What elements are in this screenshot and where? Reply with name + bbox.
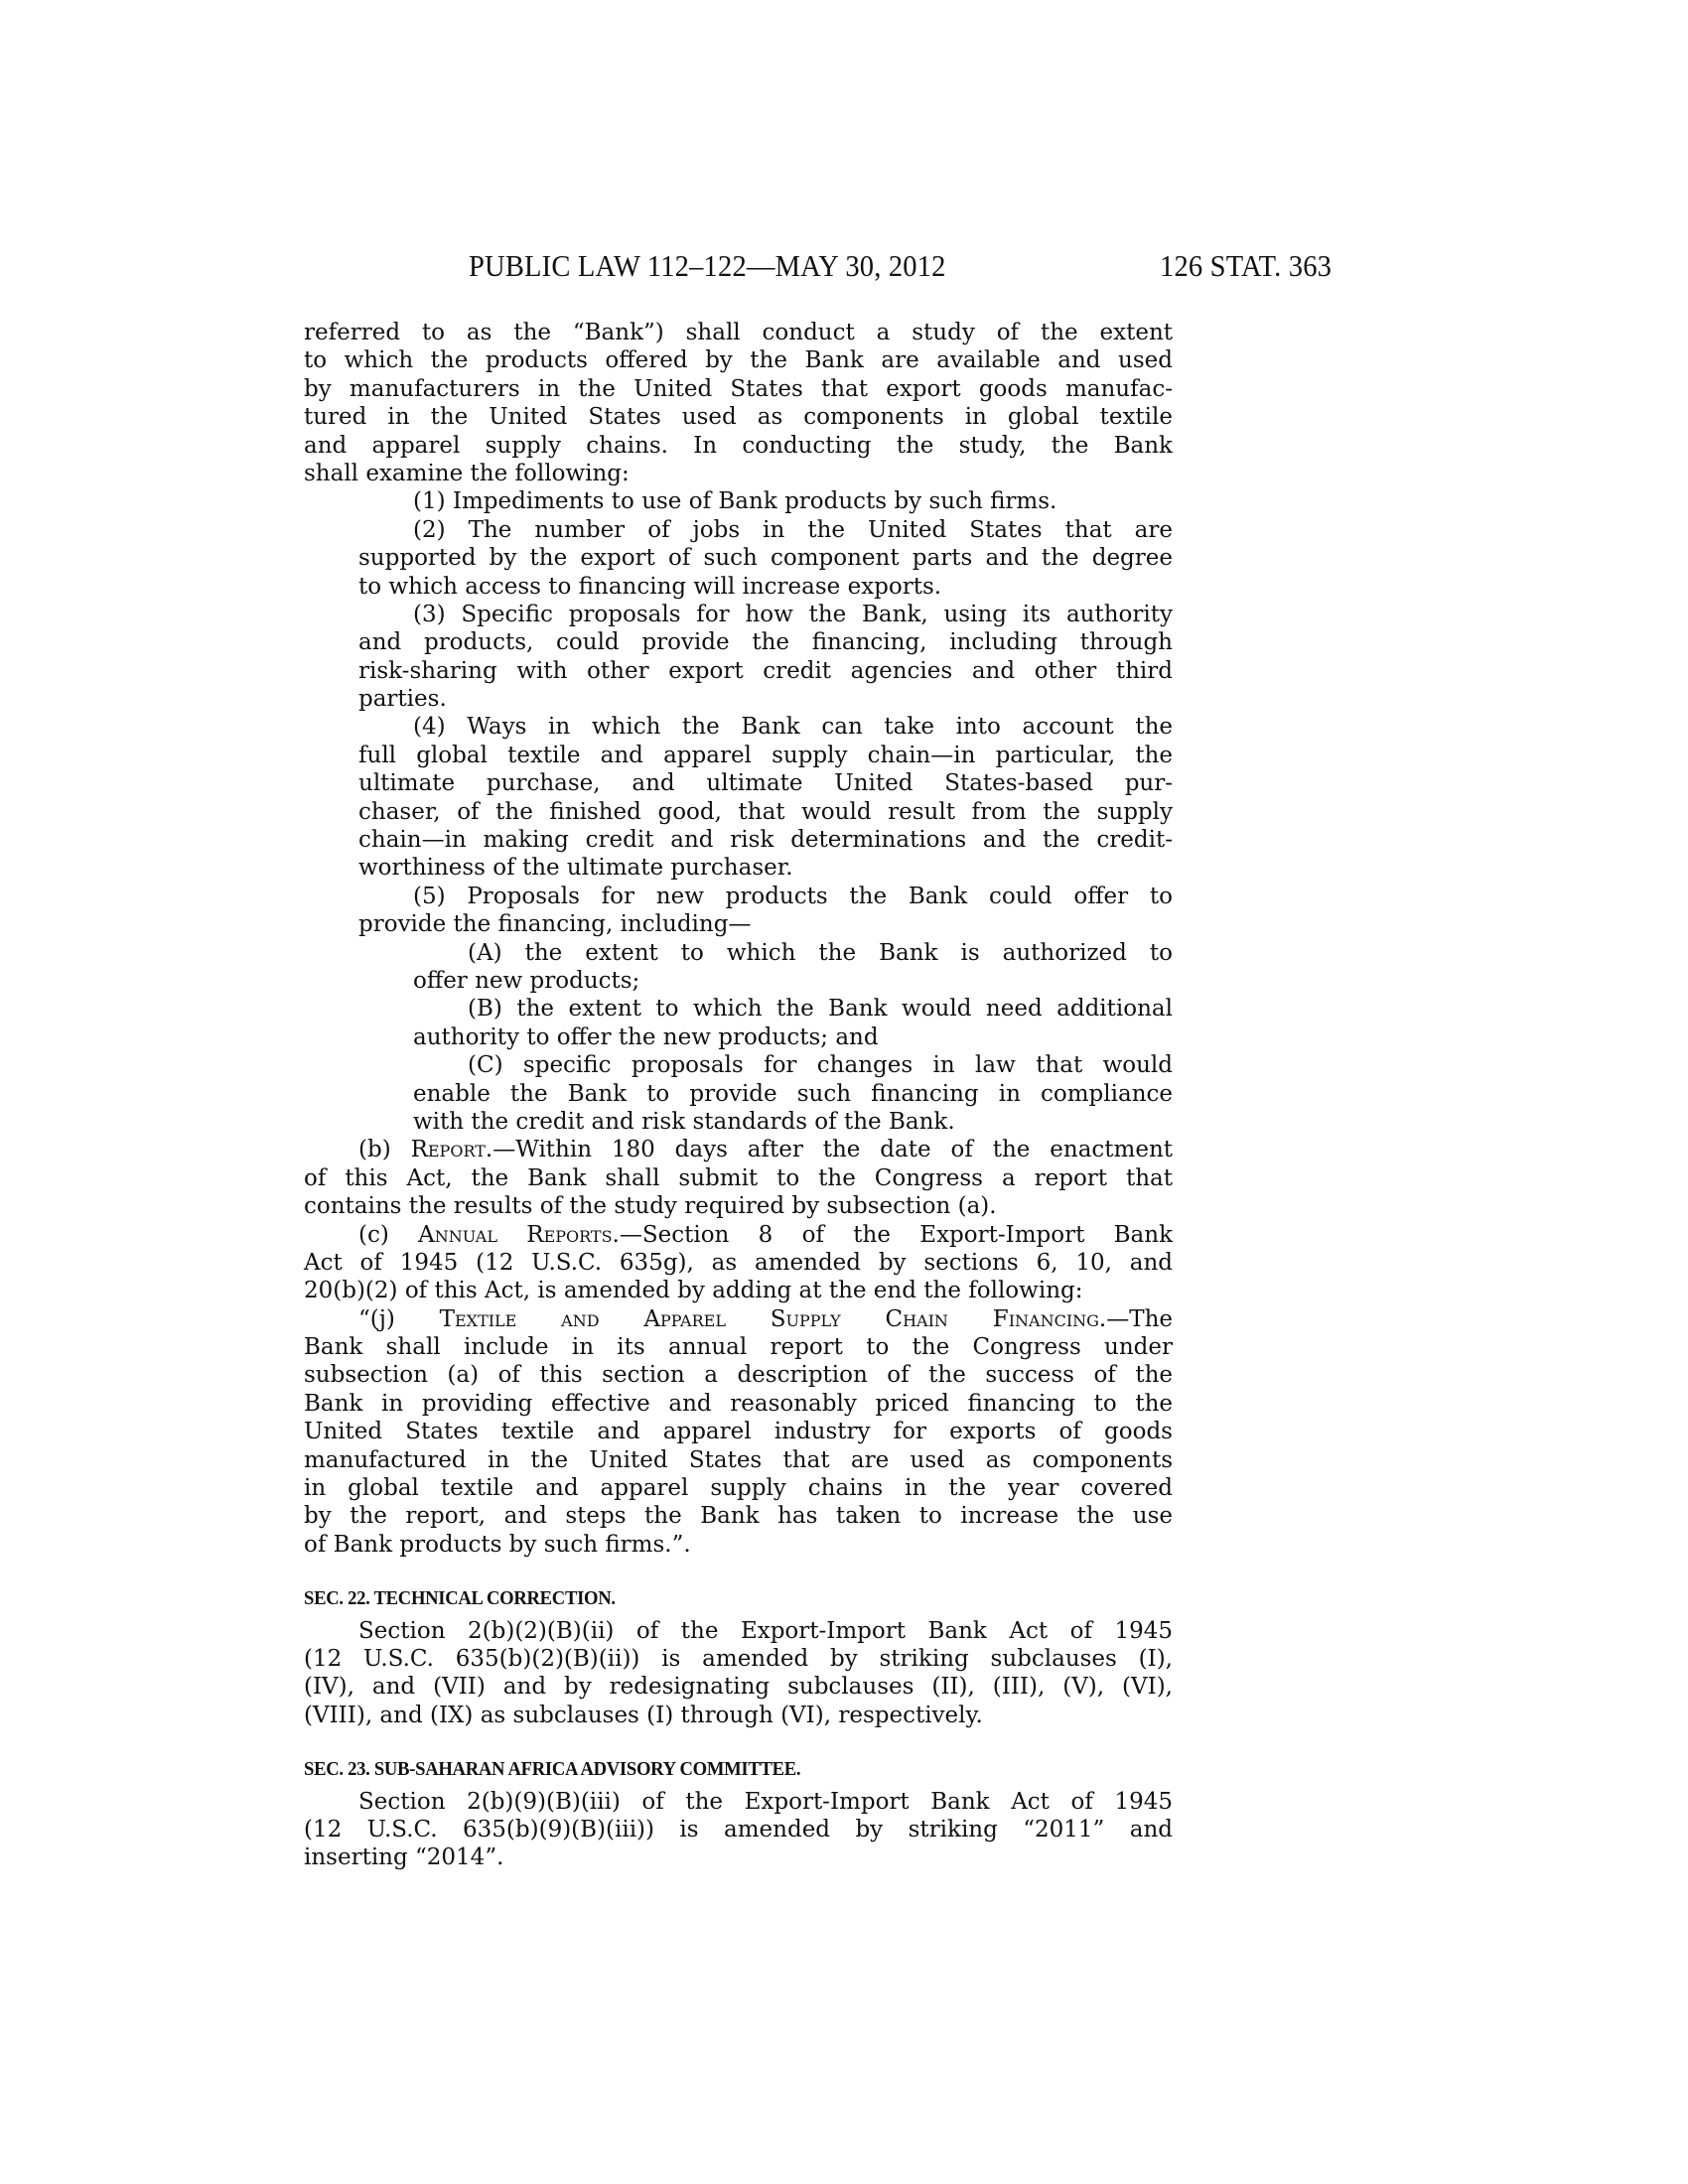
text-line: Section 2(b)(2)(B)(ii) of the Export-Import Bank Act of 1945: [358, 1617, 1173, 1644]
page-number: 126 STAT. 363: [1160, 248, 1333, 283]
text-line: [304, 1221, 1173, 1249]
text-line: parties.: [358, 686, 447, 713]
section-heading: SEC. 22. TECHNICAL CORRECTION.: [304, 1587, 616, 1610]
section-heading: SEC. 23. SUB-SAHARAN AFRICA ADVISORY COMMITTEE.: [304, 1758, 801, 1781]
text-line: chain—in making credit and risk determinations and the credit-: [358, 827, 1173, 854]
text-line: (3) Specific proposals for how the Bank, using its authority: [413, 601, 1173, 627]
text-line: supported by the export of such component parts and the degree: [358, 545, 1173, 572]
paragraph: [304, 1617, 1173, 1730]
text-line: (C) specific proposals for changes in law that would: [468, 1052, 1173, 1079]
paragraph: [304, 1788, 1173, 1872]
text-line: (1) Impediments to use of Bank products by such firms.: [413, 488, 1057, 515]
paragraph: [304, 1136, 1173, 1220]
text-line: with the credit and risk standards of the Bank.: [413, 1108, 955, 1135]
text-line: United States textile and apparel industry for exports of goods: [304, 1419, 1173, 1445]
text-line: (IV), and (VII) and by redesignating subclauses (II), (III), (V), (VI),: [304, 1674, 1173, 1701]
text-line: (4) Ways in which the Bank can take into account the: [413, 714, 1173, 741]
text-line: risk-sharing with other export credit agencies and other third: [358, 657, 1173, 684]
text-line: Section 2(b)(9)(B)(iii) of the Export-Import Bank Act of 1945: [358, 1788, 1173, 1815]
text-line: authority to offer the new products; and: [413, 1024, 879, 1050]
text-line: inserting “2014”.: [304, 1844, 504, 1871]
text-line: [304, 1305, 1173, 1333]
text-line: full global textile and apparel supply chain—in particular, the: [358, 742, 1173, 768]
text-line: Bank shall include in its annual report to the Congress under: [304, 1334, 1173, 1361]
text-line: Act of 1945 (12 U.S.C. 635g), as amended by sections 6, 10, and: [304, 1249, 1173, 1276]
document-body: [304, 319, 1173, 1872]
text-line: provide the financing, including—: [358, 911, 752, 938]
text-line: (12 U.S.C. 635(b)(9)(B)(iii)) is amended by striking “2011” and: [304, 1816, 1173, 1843]
text-line: Bank in providing effective and reasonably priced financing to the: [304, 1390, 1173, 1417]
text-line: shall examine the following:: [304, 460, 630, 486]
text-run: (b): [358, 1137, 411, 1163]
text-line: offer new products;: [413, 967, 640, 994]
subsection-caption: Textile and Apparel Supply Chain Financing: [439, 1305, 1099, 1332]
text-line: worthiness of the ultimate purchaser.: [358, 855, 793, 882]
text-line: (A) the extent to which the Bank is authorized to: [468, 939, 1173, 966]
text-line: [304, 1136, 1173, 1163]
paragraph: [304, 1221, 1173, 1305]
text-line: 20(b)(2) of this Act, is amended by adding at the end the following:: [304, 1278, 1083, 1304]
text-run: “(j): [358, 1305, 440, 1332]
text-line: of this Act, the Bank shall submit to the Congress a report that: [304, 1164, 1173, 1191]
text-line: (5) Proposals for new products the Bank could offer to: [413, 883, 1173, 909]
subsection-caption: Annual Reports: [418, 1221, 613, 1248]
text-line: (B) the extent to which the Bank would need additional: [468, 996, 1173, 1023]
text-line: to which the products offered by the Bank are available and used: [304, 347, 1173, 374]
text-line: enable the Bank to provide such financing in compliance: [413, 1080, 1173, 1107]
list-item: [358, 601, 1173, 714]
list-item: [358, 883, 1173, 939]
text-line: to which access to financing will increase exports.: [358, 573, 942, 600]
text-line: tured in the United States used as components in global textile: [304, 404, 1173, 431]
list-item: [358, 713, 1173, 882]
sub-list-item: [413, 995, 1173, 1051]
text-line: manufactured in the United States that are used as components: [304, 1446, 1173, 1473]
paragraph: [304, 1305, 1173, 1560]
text-line: by manufacturers in the United States that export goods manufac-: [304, 375, 1173, 402]
text-line: and products, could provide the financing, including through: [358, 629, 1173, 656]
text-line: contains the results of the study required by subsection (a).: [304, 1193, 997, 1220]
paragraph: [304, 319, 1173, 487]
text-run: .—The: [1098, 1305, 1173, 1332]
sub-list-item: [413, 939, 1173, 996]
text-line: and apparel supply chains. In conducting the study, the Bank: [304, 432, 1173, 459]
text-run: .—Within 180 days after the date of the enactment: [485, 1137, 1174, 1163]
list-item: [358, 516, 1173, 601]
running-head-title: PUBLIC LAW 112–122—MAY 30, 2012: [469, 248, 946, 283]
text-line: (2) The number of jobs in the United States that are: [413, 516, 1173, 543]
text-line: subsection (a) of this section a description of the success of the: [304, 1362, 1173, 1389]
text-line: of Bank products by such firms.”.: [304, 1531, 691, 1558]
text-line: by the report, and steps the Bank has taken to increase the use: [304, 1503, 1173, 1530]
subsection-caption: Report: [410, 1137, 486, 1163]
text-line: (VIII), and (IX) as subclauses (I) through (VI), respectively.: [304, 1702, 983, 1728]
text-line: ultimate purchase, and ultimate United States-based pur-: [358, 770, 1173, 797]
text-line: chaser, of the finished good, that would result from the supply: [358, 798, 1173, 825]
text-line: referred to as the “Bank”) shall conduct a study of the extent: [304, 320, 1173, 345]
text-line: (12 U.S.C. 635(b)(2)(B)(ii)) is amended by striking subclauses (I),: [304, 1645, 1173, 1672]
text-run: (c): [358, 1221, 419, 1248]
text-line: in global textile and apparel supply chains in the year covered: [304, 1475, 1173, 1502]
text-run: .—Section 8 of the Export-Import Bank: [612, 1221, 1174, 1248]
sub-list-item: [413, 1051, 1173, 1136]
list-item: [358, 487, 1173, 515]
